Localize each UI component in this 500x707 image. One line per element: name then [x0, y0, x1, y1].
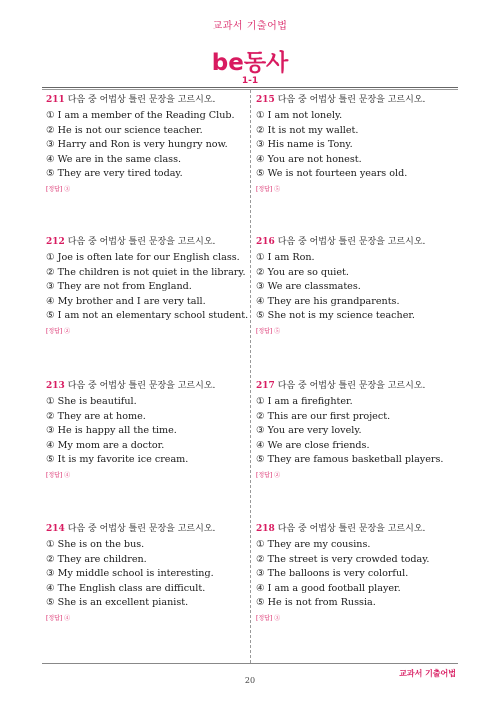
series-title: 교과서 기출어법 — [212, 21, 288, 32]
question-214 — [46, 524, 246, 622]
choice-3: ③ His name is Tony. — [256, 139, 353, 151]
choice-5: ⑤ She not is my science teacher. — [256, 310, 415, 322]
choice-4: ④ I am a good football player. — [256, 582, 401, 594]
choice-3: ③ He is happy all the time. — [46, 425, 177, 437]
choice-3: ③ The balloons is very colorful. — [256, 568, 409, 580]
choice-4: ④ They are his grandparents. — [256, 295, 400, 307]
question-218 — [256, 524, 456, 622]
bottom-rule — [42, 663, 458, 664]
choice-5: ⑤ They are famous basketball players. — [256, 454, 444, 466]
question-212 — [46, 237, 249, 335]
choice-2: ② It is not my wallet. — [256, 124, 359, 136]
choice-2: ② They are at home. — [46, 410, 146, 422]
page-title: be동사 — [211, 50, 289, 76]
choice-2: ② He is not our science teacher. — [46, 124, 203, 136]
question-number: 217 — [256, 381, 275, 391]
question-215 — [256, 95, 456, 193]
choice-3: ③ We are classmates. — [256, 281, 361, 293]
question-prompt: 다음 중 어법상 틀린 문장을 고르시오. — [277, 95, 426, 105]
question-prompt: 다음 중 어법상 틀린 문장을 고르시오. — [277, 381, 426, 391]
choice-3: ③ My middle school is interesting. — [46, 568, 214, 580]
question-211 — [46, 95, 246, 193]
question-217 — [256, 381, 456, 479]
answer-label: [정답] ④ — [46, 614, 71, 622]
choice-3: ③ You are very lovely. — [256, 425, 362, 437]
choice-4: ④ My brother and I are very tall. — [46, 295, 206, 307]
choice-1: ① Joe is often late for our English class. — [46, 252, 240, 263]
choice-5: ⑤ They are very tired today. — [46, 168, 183, 180]
question-213 — [46, 381, 246, 479]
question-number: 211 — [46, 95, 65, 105]
answer-label: [정답] ⑤ — [256, 327, 281, 335]
question-prompt: 다음 중 어법상 틀린 문장을 고르시오. — [67, 95, 216, 105]
question-header — [46, 524, 246, 535]
question-header — [46, 381, 246, 392]
question-216 — [256, 237, 456, 335]
choice-3: ③ They are not from England. — [46, 281, 192, 293]
footer-brand: 교과서 기출어법 — [399, 669, 456, 678]
choice-2: ② You are so quiet. — [256, 266, 349, 278]
column-divider — [250, 90, 251, 663]
answer-label: [정답] ② — [46, 327, 71, 335]
choice-1: ① She is beautiful. — [46, 396, 137, 407]
question-prompt: 다음 중 어법상 틀린 문장을 고르시오. — [277, 524, 426, 534]
question-prompt: 다음 중 어법상 틀린 문장을 고르시오. — [277, 237, 426, 247]
choice-3: ③ Harry and Ron is very hungry now. — [46, 139, 228, 151]
question-prompt: 다음 중 어법상 틀린 문장을 고르시오. — [67, 381, 216, 391]
choice-1: ① I am Ron. — [256, 252, 315, 263]
question-number: 214 — [46, 524, 65, 534]
choice-5: ⑤ She is an excellent pianist. — [46, 597, 189, 609]
question-header — [256, 95, 456, 106]
question-prompt: 다음 중 어법상 틀린 문장을 고르시오. — [67, 524, 216, 534]
choice-2: ② The street is very crowded today. — [256, 553, 430, 565]
choice-4: ④ You are not honest. — [256, 153, 362, 165]
choice-1: ① They are my cousins. — [256, 539, 371, 550]
choice-4: ④ We are in the same class. — [46, 153, 182, 165]
top-rule — [42, 87, 458, 88]
answer-label: [정답] ③ — [256, 614, 281, 622]
question-number: 218 — [256, 524, 275, 534]
choice-2: ② They are children. — [46, 553, 147, 565]
page-number: 20 — [244, 676, 256, 685]
question-number: 213 — [46, 381, 65, 391]
choice-4: ④ The English class are difficult. — [46, 582, 206, 594]
choice-5: ⑤ He is not from Russia. — [256, 597, 376, 609]
choice-1: ① She is on the bus. — [46, 539, 145, 550]
answer-label: [정답] ② — [256, 471, 281, 479]
answer-label: [정답] ④ — [46, 471, 71, 479]
question-header — [46, 237, 246, 248]
answer-label: [정답] ⑤ — [256, 185, 281, 193]
choice-1: ① I am a firefighter. — [256, 396, 353, 407]
choice-2: ② The children is not quiet in the library. — [46, 266, 246, 278]
choice-1: ① I am not lonely. — [256, 110, 343, 121]
question-number: 212 — [46, 237, 65, 247]
answer-label: [정답] ③ — [46, 185, 71, 193]
page-subtitle: 1-1 — [241, 76, 259, 86]
choice-1: ① I am a member of the Reading Club. — [46, 110, 235, 121]
question-header — [256, 381, 456, 392]
choice-5: ⑤ We is not fourteen years old. — [256, 168, 408, 180]
question-number: 216 — [256, 237, 275, 247]
choice-5: ⑤ I am not an elementary school student. — [46, 310, 249, 322]
question-header — [256, 237, 456, 248]
question-header — [46, 95, 246, 106]
question-header — [256, 524, 456, 535]
choice-5: ⑤ It is my favorite ice cream. — [46, 454, 189, 466]
choice-4: ④ My mom are a doctor. — [46, 439, 165, 451]
question-number: 215 — [256, 95, 275, 105]
question-prompt: 다음 중 어법상 틀린 문장을 고르시오. — [67, 237, 216, 247]
choice-4: ④ We are close friends. — [256, 439, 370, 451]
choice-2: ② This are our first project. — [256, 410, 391, 422]
